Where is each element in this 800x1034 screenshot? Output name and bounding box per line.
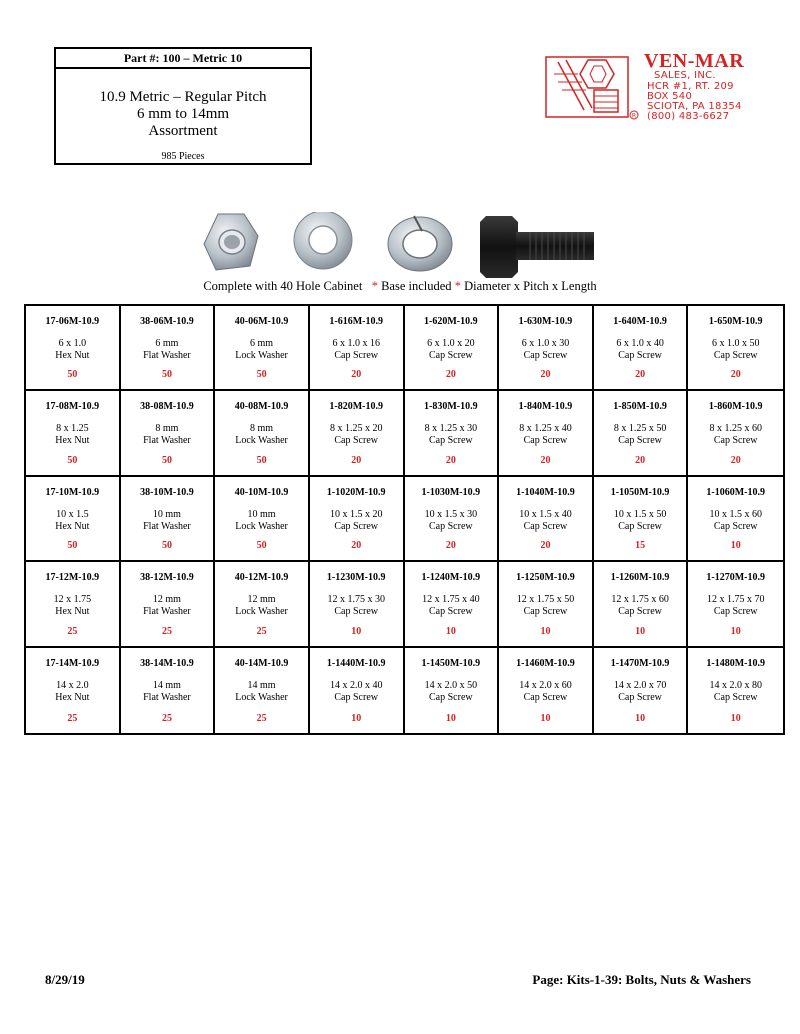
part-quantity: 50 (161, 454, 172, 466)
part-quantity: 20 (540, 540, 551, 552)
part-quantity: 20 (635, 369, 646, 381)
part-number: Part #: 100 – Metric 10 (56, 49, 310, 69)
part-description: Cap Screw (429, 520, 473, 532)
part-number-label: 1-860M-10.9 (708, 401, 763, 413)
part-size: 6 x 1.0 (58, 338, 87, 349)
part-cell (688, 648, 783, 733)
part-number-label: 40-14M-10.9 (234, 657, 289, 669)
part-quantity: 10 (540, 625, 551, 637)
part-size: 8 x 1.25 x 60 (709, 423, 762, 435)
part-cell (121, 477, 216, 562)
part-description: Cap Screw (334, 520, 378, 532)
part-description: Cap Screw (523, 435, 568, 447)
caption-cabinet: Complete with 40 Hole Cabinet (203, 279, 363, 293)
part-cell (405, 648, 500, 733)
part-cell (499, 477, 594, 562)
part-quantity: 20 (351, 454, 362, 466)
part-size: 6 x 1.0 x 16 (332, 338, 380, 349)
footer-date: 8/29/19 (45, 972, 85, 987)
part-size: 14 x 2.0 x 50 (424, 679, 478, 691)
part-quantity: 50 (161, 369, 172, 381)
part-quantity: 20 (445, 540, 456, 552)
part-cell (499, 391, 594, 476)
part-number-label: 1-1440M-10.9 (326, 657, 386, 669)
part-number-label: 17-10M-10.9 (45, 486, 100, 498)
footer-page-label: Page: Kits-1-39: Bolts, Nuts & Washers (532, 972, 751, 987)
part-description: Cap Screw (713, 691, 758, 703)
part-quantity: 10 (351, 625, 362, 637)
part-cell (405, 306, 500, 391)
part-number-label: 1-1470M-10.9 (610, 657, 670, 669)
part-size: 10 x 1.5 x 60 (709, 508, 762, 520)
part-quantity: 50 (256, 454, 267, 466)
part-cell (215, 562, 310, 647)
part-number-label: 1-616M-10.9 (329, 316, 383, 327)
part-cell (594, 562, 689, 647)
part-description: Cap Screw (334, 350, 378, 361)
part-description: Lock Washer (235, 435, 288, 447)
part-cell (121, 648, 216, 733)
part-cell (688, 306, 783, 391)
part-quantity: 20 (730, 369, 741, 381)
part-size: 8 x 1.25 x 50 (613, 423, 667, 435)
part-quantity: 25 (161, 713, 172, 724)
part-description: Lock Washer (235, 520, 288, 532)
part-number-label: 1-1050M-10.9 (610, 486, 670, 498)
part-quantity: 25 (67, 713, 78, 724)
part-number-label: 1-1250M-10.9 (516, 572, 575, 584)
part-description: Flat Washer (143, 691, 191, 703)
part-number-label: 17-12M-10.9 (45, 572, 100, 584)
part-size: 14 x 2.0 x 70 (613, 679, 667, 691)
part-quantity: 10 (445, 625, 456, 637)
part-quantity: 25 (161, 625, 172, 637)
caption (0, 279, 800, 294)
part-size: 14 mm (152, 679, 181, 691)
logo-address-1: HCR #1, RT. 209 (647, 81, 734, 92)
part-cell (121, 562, 216, 647)
part-quantity: 20 (540, 454, 551, 466)
part-size: 8 x 1.25 x 20 (329, 423, 383, 435)
part-description: Cap Screw (334, 606, 378, 618)
part-quantity: 20 (351, 540, 362, 552)
part-cell (499, 562, 594, 647)
part-description: Cap Screw (713, 606, 758, 618)
part-size: 6 x 1.0 x 50 (711, 338, 760, 349)
part-description: Hex Nut (55, 606, 90, 618)
part-description: Flat Washer (143, 606, 191, 618)
part-cell (594, 648, 689, 733)
part-quantity: 50 (161, 540, 172, 552)
part-cell (594, 391, 689, 476)
part-number-label: 1-1270M-10.9 (706, 572, 765, 584)
piece-count: 985 Pieces (161, 151, 205, 162)
part-number-label: 1-620M-10.9 (424, 316, 478, 327)
part-description: Flat Washer (143, 520, 191, 532)
part-number-label: 38-06M-10.9 (140, 316, 194, 327)
part-size: 10 x 1.5 x 40 (519, 508, 572, 520)
part-number-label: 1-850M-10.9 (613, 401, 667, 413)
bolt-logo-icon (544, 52, 644, 122)
part-size: 8 mm (250, 423, 274, 435)
caption-star-1: * (371, 279, 378, 293)
part-number-label: 40-08M-10.9 (234, 401, 289, 413)
part-description: Cap Screw (523, 606, 568, 618)
part-description: Lock Washer (235, 691, 288, 703)
product-images (200, 212, 600, 280)
cap-screw-icon (480, 216, 594, 278)
part-number-label: 1-1460M-10.9 (516, 657, 575, 669)
part-cell (26, 648, 121, 733)
part-number-label: 1-830M-10.9 (424, 401, 478, 413)
part-quantity: 50 (67, 369, 78, 381)
part-quantity: 10 (635, 625, 646, 637)
part-cell (310, 477, 405, 562)
part-description: Hex Nut (55, 691, 90, 703)
part-header-box (54, 47, 312, 165)
logo-name: VEN-MAR (644, 50, 745, 72)
part-size: 8 x 1.25 x 40 (519, 423, 572, 435)
part-quantity: 10 (445, 713, 456, 724)
part-number-label: 1-820M-10.9 (329, 401, 383, 413)
part-number-label: 17-08M-10.9 (45, 401, 100, 413)
part-number-label: 1-640M-10.9 (613, 316, 667, 327)
part-cell (215, 477, 310, 562)
part-number-label: 38-14M-10.9 (140, 657, 194, 669)
part-number-label: 1-1260M-10.9 (610, 572, 670, 584)
logo-address-3: SCIOTA, PA 18354 (647, 101, 742, 112)
title-line-3: Assortment (148, 123, 218, 139)
part-cell (26, 391, 121, 476)
part-quantity: 50 (67, 540, 78, 552)
part-size: 10 x 1.5 x 50 (613, 508, 667, 520)
part-number-label: 38-10M-10.9 (140, 486, 194, 498)
part-description: Cap Screw (429, 350, 473, 361)
part-description: Hex Nut (55, 350, 90, 361)
lock-washer-icon (388, 216, 452, 271)
part-cell (215, 648, 310, 733)
part-cell (688, 562, 783, 647)
part-number-label: 1-1020M-10.9 (326, 486, 386, 498)
part-number-label: 1-1040M-10.9 (516, 486, 575, 498)
part-description: Cap Screw (713, 520, 758, 532)
part-size: 12 x 1.75 x 50 (516, 594, 575, 606)
part-description: Hex Nut (55, 520, 90, 532)
part-quantity: 20 (445, 454, 456, 466)
part-number-label: 40-10M-10.9 (234, 486, 289, 498)
assortment-title (56, 89, 310, 140)
part-number-label: 1-650M-10.9 (708, 316, 763, 327)
part-size: 6 x 1.0 x 30 (521, 338, 570, 349)
part-cell (688, 391, 783, 476)
part-number-label: 40-06M-10.9 (234, 316, 289, 327)
part-number-label: 1-1230M-10.9 (326, 572, 386, 584)
part-quantity: 10 (351, 713, 362, 724)
part-cell (405, 391, 500, 476)
part-size: 12 x 1.75 (53, 594, 92, 606)
part-cell (121, 306, 216, 391)
part-quantity: 15 (635, 540, 646, 552)
part-size: 12 x 1.75 x 60 (611, 594, 669, 606)
part-size: 14 x 2.0 x 80 (709, 679, 762, 691)
svg-text:R: R (631, 112, 637, 120)
part-description: Cap Screw (713, 435, 758, 447)
part-description: Cap Screw (523, 350, 568, 361)
part-quantity: 50 (256, 369, 267, 381)
part-size: 14 x 2.0 (56, 679, 89, 691)
part-description: Cap Screw (334, 691, 378, 703)
part-description: Lock Washer (235, 350, 288, 361)
part-size: 12 mm (152, 594, 181, 606)
part-cell (499, 306, 594, 391)
part-number-label: 1-630M-10.9 (518, 316, 573, 327)
part-size: 14 x 2.0 x 60 (519, 679, 572, 691)
part-description: Lock Washer (235, 606, 288, 618)
part-quantity: 50 (256, 540, 267, 552)
part-size: 12 x 1.75 x 40 (422, 594, 480, 606)
part-description: Cap Screw (618, 520, 662, 532)
part-cell (310, 648, 405, 733)
part-description: Cap Screw (713, 350, 758, 361)
flat-washer-icon (294, 212, 352, 269)
part-quantity: 25 (67, 625, 78, 637)
caption-base: Base included (377, 279, 455, 293)
part-cell (688, 477, 783, 562)
part-description: Cap Screw (523, 691, 568, 703)
part-description: Hex Nut (55, 435, 90, 447)
part-description: Cap Screw (429, 435, 473, 447)
part-number-label: 1-1060M-10.9 (706, 486, 765, 498)
part-description: Cap Screw (429, 691, 473, 703)
part-cell (26, 306, 121, 391)
part-number-label: 38-08M-10.9 (140, 401, 194, 413)
part-cell (215, 391, 310, 476)
part-size: 14 mm (247, 679, 276, 691)
part-size: 6 x 1.0 x 20 (427, 338, 475, 349)
title-line-2: 6 mm to 14mm (136, 106, 230, 122)
part-quantity: 10 (540, 713, 551, 724)
part-size: 6 mm (155, 338, 179, 349)
part-description: Flat Washer (143, 435, 191, 447)
caption-star-2: * (454, 279, 461, 293)
part-cell (215, 306, 310, 391)
part-size: 8 x 1.25 x 30 (424, 423, 478, 435)
part-description: Cap Screw (334, 435, 378, 447)
part-number-label: 1-1480M-10.9 (706, 657, 765, 669)
part-cell (310, 306, 405, 391)
part-quantity: 50 (67, 454, 78, 466)
part-size: 12 mm (247, 594, 276, 606)
part-size: 14 x 2.0 x 40 (329, 679, 383, 691)
part-size: 12 x 1.75 x 70 (706, 594, 765, 606)
part-quantity: 20 (635, 454, 646, 466)
part-quantity: 20 (445, 369, 456, 381)
part-cell (26, 477, 121, 562)
part-description: Cap Screw (618, 691, 662, 703)
part-cell (405, 477, 500, 562)
hex-nut-icon (204, 214, 258, 270)
part-quantity: 10 (635, 713, 646, 724)
part-quantity: 25 (256, 625, 267, 637)
part-cell (405, 562, 500, 647)
part-size: 8 x 1.25 (56, 423, 89, 435)
part-cell (310, 391, 405, 476)
part-size: 6 x 1.0 x 40 (616, 338, 664, 349)
part-size: 10 mm (152, 508, 181, 520)
part-size: 10 x 1.5 x 20 (329, 508, 383, 520)
logo-phone: (800) 483-6627 (647, 111, 730, 122)
part-quantity: 10 (730, 625, 741, 637)
part-cell (26, 562, 121, 647)
part-description: Flat Washer (143, 350, 191, 361)
parts-grid (24, 304, 785, 735)
ven-mar-logo (544, 52, 759, 122)
title-line-1: 10.9 Metric – Regular Pitch (99, 89, 267, 105)
part-cell (594, 306, 689, 391)
part-quantity: 10 (730, 540, 741, 552)
part-size: 6 mm (250, 338, 274, 349)
part-number-label: 1-1450M-10.9 (421, 657, 481, 669)
part-cell (499, 648, 594, 733)
part-size: 10 x 1.5 (56, 508, 89, 520)
part-quantity: 10 (730, 713, 741, 724)
part-cell (121, 391, 216, 476)
part-number-label: 38-12M-10.9 (140, 572, 194, 584)
caption-dimensions: Diameter x Pitch x Length (460, 279, 597, 293)
part-description: Cap Screw (429, 606, 473, 618)
part-size: 8 mm (155, 423, 179, 435)
part-number-label: 17-06M-10.9 (45, 316, 100, 327)
part-description: Cap Screw (618, 435, 662, 447)
part-description: Cap Screw (618, 606, 662, 618)
part-quantity: 20 (730, 454, 741, 466)
part-number-label: 1-840M-10.9 (518, 401, 573, 413)
logo-company: SALES, INC. (654, 70, 716, 81)
part-quantity: 20 (351, 369, 362, 381)
part-description: Cap Screw (618, 350, 662, 361)
part-quantity: 25 (256, 713, 267, 724)
part-number-label: 17-14M-10.9 (45, 657, 100, 669)
part-number-label: 1-1240M-10.9 (421, 572, 481, 584)
part-cell (310, 562, 405, 647)
part-size: 10 x 1.5 x 30 (424, 508, 478, 520)
part-number-label: 40-12M-10.9 (234, 572, 289, 584)
part-size: 12 x 1.75 x 30 (327, 594, 385, 606)
part-size: 10 mm (247, 508, 276, 520)
part-description: Cap Screw (523, 520, 568, 532)
logo-address-2: BOX 540 (647, 91, 693, 102)
part-cell (594, 477, 689, 562)
part-quantity: 20 (540, 369, 551, 381)
part-number-label: 1-1030M-10.9 (421, 486, 481, 498)
